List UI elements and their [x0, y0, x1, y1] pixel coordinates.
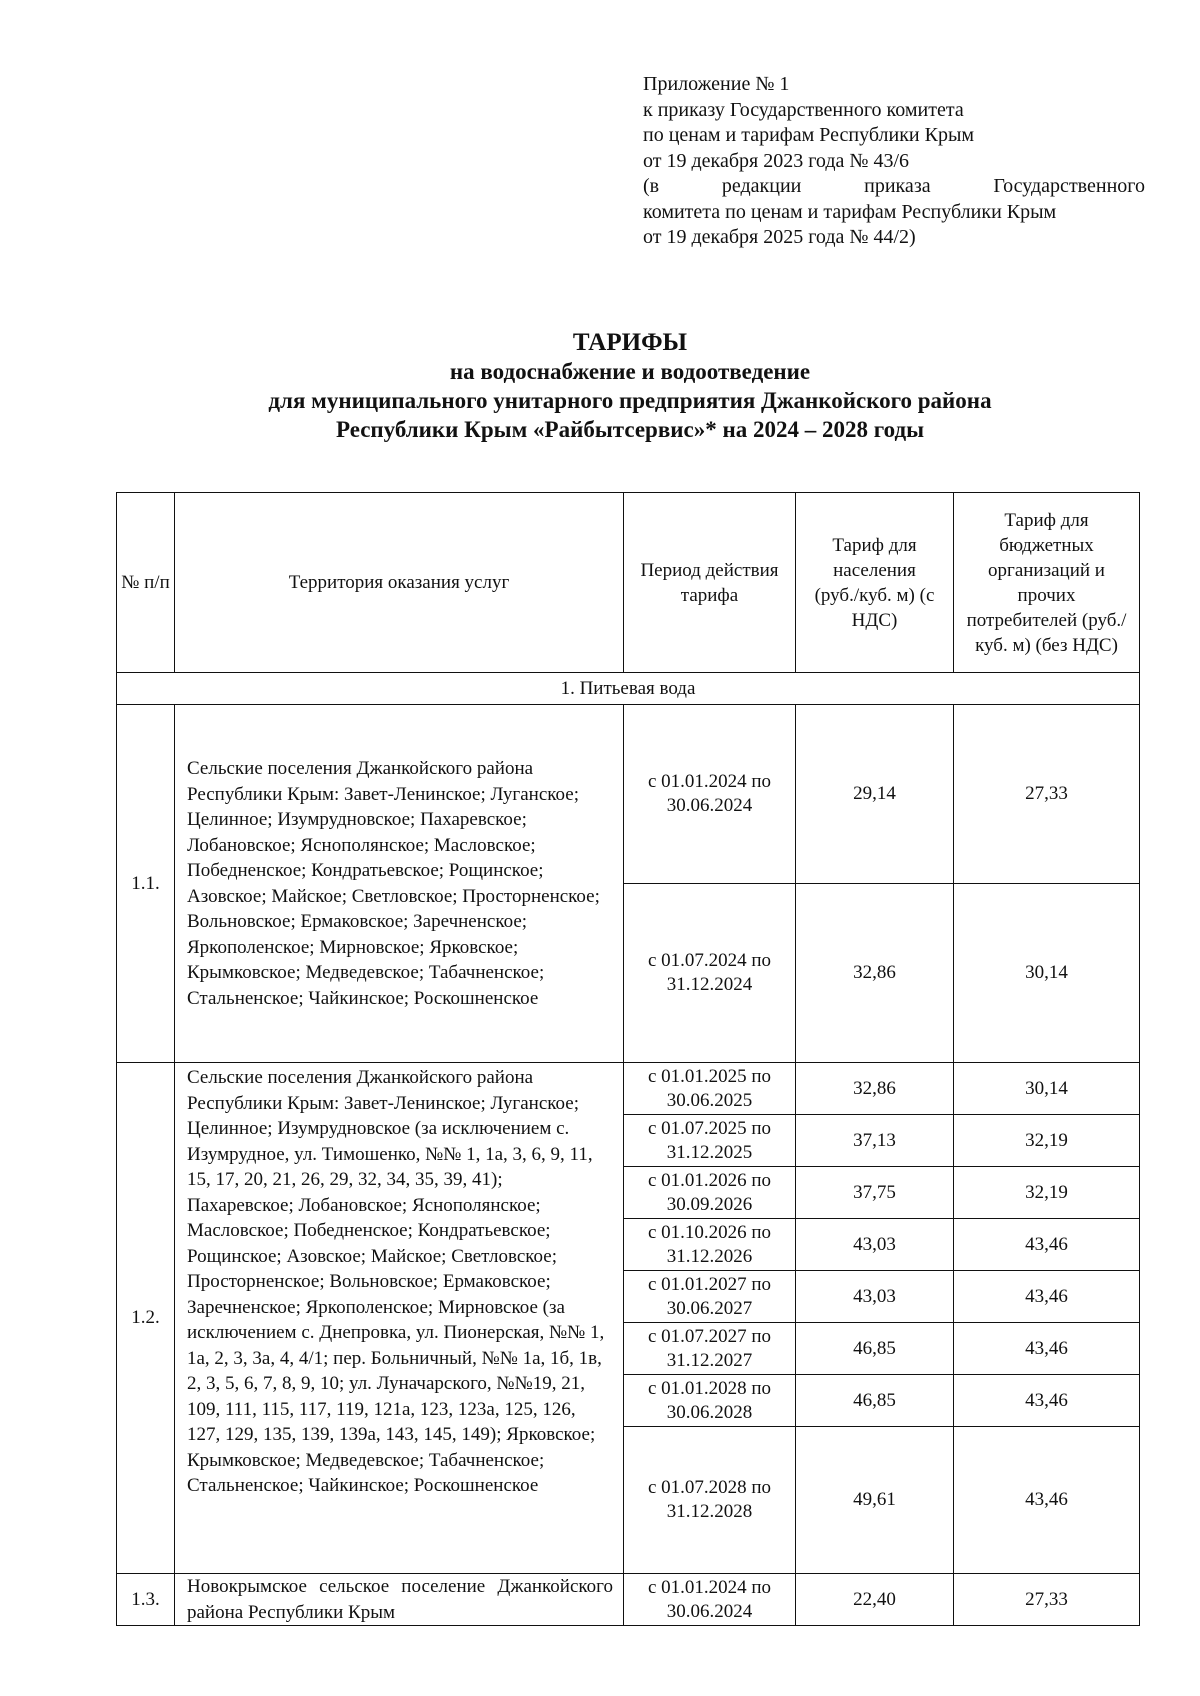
budget-tariff-cell: 30,14 [954, 884, 1140, 1063]
population-tariff-cell: 29,14 [796, 705, 954, 884]
title-line: для муниципального унитарного предприятия Джанкойского района [268, 388, 992, 413]
territory-cell: Сельские поселения Джанкойского района Республики Крым: Завет-Ленинское; Луганское; Целинное; Изумрудновское; Пахаревское; Лобановское; Яснополянское; Масловское; Победненское; Кондратьевское; Рощинское; Азовское; Майское; Светловское; Просторненское; Вольновское; Ермаковское; Заречненское; Яркополенское; Мирновское; Ярковское; Крымковское; Медведевское; Табачненское; Стальненское; Чайкинское; Роскошненское [175, 705, 624, 1063]
period-cell: с 01.07.2025 по 31.12.2025 [624, 1115, 796, 1167]
document-title [110, 328, 1150, 444]
budget-tariff-cell: 30,14 [954, 1063, 1140, 1115]
section-title: 1. Питьевая вода [117, 673, 1140, 705]
table-row [117, 1574, 1140, 1626]
budget-tariff-cell: 43,46 [954, 1375, 1140, 1427]
budget-tariff-cell: 43,46 [954, 1271, 1140, 1323]
col-header-num: № п/п [117, 493, 175, 673]
section-row [117, 673, 1140, 705]
header-line: к приказу Государственного комитета [643, 98, 964, 121]
period-cell: с 01.10.2026 по 31.12.2026 [624, 1219, 796, 1271]
population-tariff-cell: 46,85 [796, 1323, 954, 1375]
table-row [117, 1063, 1140, 1115]
title-line: на водоснабжение и водоотведение [449, 359, 811, 384]
budget-tariff-cell: 32,19 [954, 1167, 1140, 1219]
col-header-period: Период действия тарифа [624, 493, 796, 673]
population-tariff-cell: 22,40 [796, 1574, 954, 1626]
period-cell: с 01.01.2028 по 30.06.2028 [624, 1375, 796, 1427]
header-line: по ценам и тарифам Республики Крым [643, 124, 975, 146]
table-header-row [117, 493, 1140, 673]
population-tariff-cell: 49,61 [796, 1427, 954, 1574]
budget-tariff-cell: 43,46 [954, 1219, 1140, 1271]
header-line: Приложение № 1 [643, 73, 790, 95]
header-line: от 19 декабря 2023 года № 43/6 [643, 149, 910, 172]
row-number: 1.2. [117, 1063, 175, 1574]
population-tariff-cell: 43,03 [796, 1271, 954, 1323]
budget-tariff-cell: 43,46 [954, 1427, 1140, 1574]
period-cell: с 01.07.2028 по 31.12.2028 [624, 1427, 796, 1574]
row-number: 1.3. [117, 1574, 175, 1626]
population-tariff-cell: 43,03 [796, 1219, 954, 1271]
population-tariff-cell: 37,75 [796, 1167, 954, 1219]
col-header-population: Тариф для населения (руб./куб. м) (с НДС) [796, 493, 954, 673]
period-cell: с 01.01.2025 по 30.06.2025 [624, 1063, 796, 1115]
period-cell: с 01.01.2027 по 30.06.2027 [624, 1271, 796, 1323]
title-line: ТАРИФЫ [572, 329, 688, 356]
header-line: комитета по ценам и тарифам Республики Крым [643, 200, 1057, 223]
population-tariff-cell: 32,86 [796, 884, 954, 1063]
document-header [643, 72, 1145, 251]
budget-tariff-cell: 32,19 [954, 1115, 1140, 1167]
period-cell: с 01.07.2024 по 31.12.2024 [624, 884, 796, 1063]
population-tariff-cell: 46,85 [796, 1375, 954, 1427]
budget-tariff-cell: 43,46 [954, 1323, 1140, 1375]
header-line: от 19 декабря 2025 года № 44/2) [643, 226, 916, 248]
title-line: Республики Крым «Райбытсервис»* на 2024 – 2028 годы [335, 417, 925, 442]
population-tariff-cell: 37,13 [796, 1115, 954, 1167]
period-cell: с 01.07.2027 по 31.12.2027 [624, 1323, 796, 1375]
territory-cell: Новокрымское сельское поселение Джанкойского района Республики Крым [175, 1574, 624, 1626]
period-cell: с 01.01.2024 по 30.06.2024 [624, 1574, 796, 1626]
row-number: 1.1. [117, 705, 175, 1063]
tariff-table [116, 492, 1140, 1626]
population-tariff-cell: 32,86 [796, 1063, 954, 1115]
period-cell: с 01.01.2024 по 30.06.2024 [624, 705, 796, 884]
period-cell: с 01.01.2026 по 30.09.2026 [624, 1167, 796, 1219]
col-header-territory: Территория оказания услуг [175, 493, 624, 673]
col-header-budget: Тариф для бюджетных организаций и прочих потребителей (руб./куб. м) (без НДС) [954, 493, 1140, 673]
budget-tariff-cell: 27,33 [954, 1574, 1140, 1626]
territory-cell: Сельские поселения Джанкойского района Республики Крым: Завет-Ленинское; Луганское; Целинное; Изумрудновское (за исключением с. Изумрудное, ул. Тимошенко, №№ 1, 1а, 3, 6, 9, 11, 15, 17, 20, 21, 26, 29, 32, 34, 35, 39, 41); Пахаревское; Лобановское; Яснополянское; Масловское; Победненское; Кондратьевское; Рощинское; Азовское; Майское; Светловское; Просторненское; Вольновское; Ермаковское; Заречненское; Яркополенское; Мирновское (за исключением с. Днепровка, ул. Пионерская, №№ 1, 1а, 2, 3, 3а, 4, 4/1; пер. Больничный, №№ 1а, 1б, 1в, 2, 3, 5, 6, 7, 8, 9, 10; ул. Луначарского, №№19, 21, 109, 111, 115, 117, 119, 121а, 123, 123а, 125, 126, 127, 129, 135, 139, 139а, 143, 145, 149); Ярковское; Крымковское; Медведевское; Табачненское; Стальненское; Чайкинское; Роскошненское [175, 1063, 624, 1574]
table-row [117, 705, 1140, 884]
header-line: (в редакции приказа Государственного [643, 175, 1145, 197]
budget-tariff-cell: 27,33 [954, 705, 1140, 884]
